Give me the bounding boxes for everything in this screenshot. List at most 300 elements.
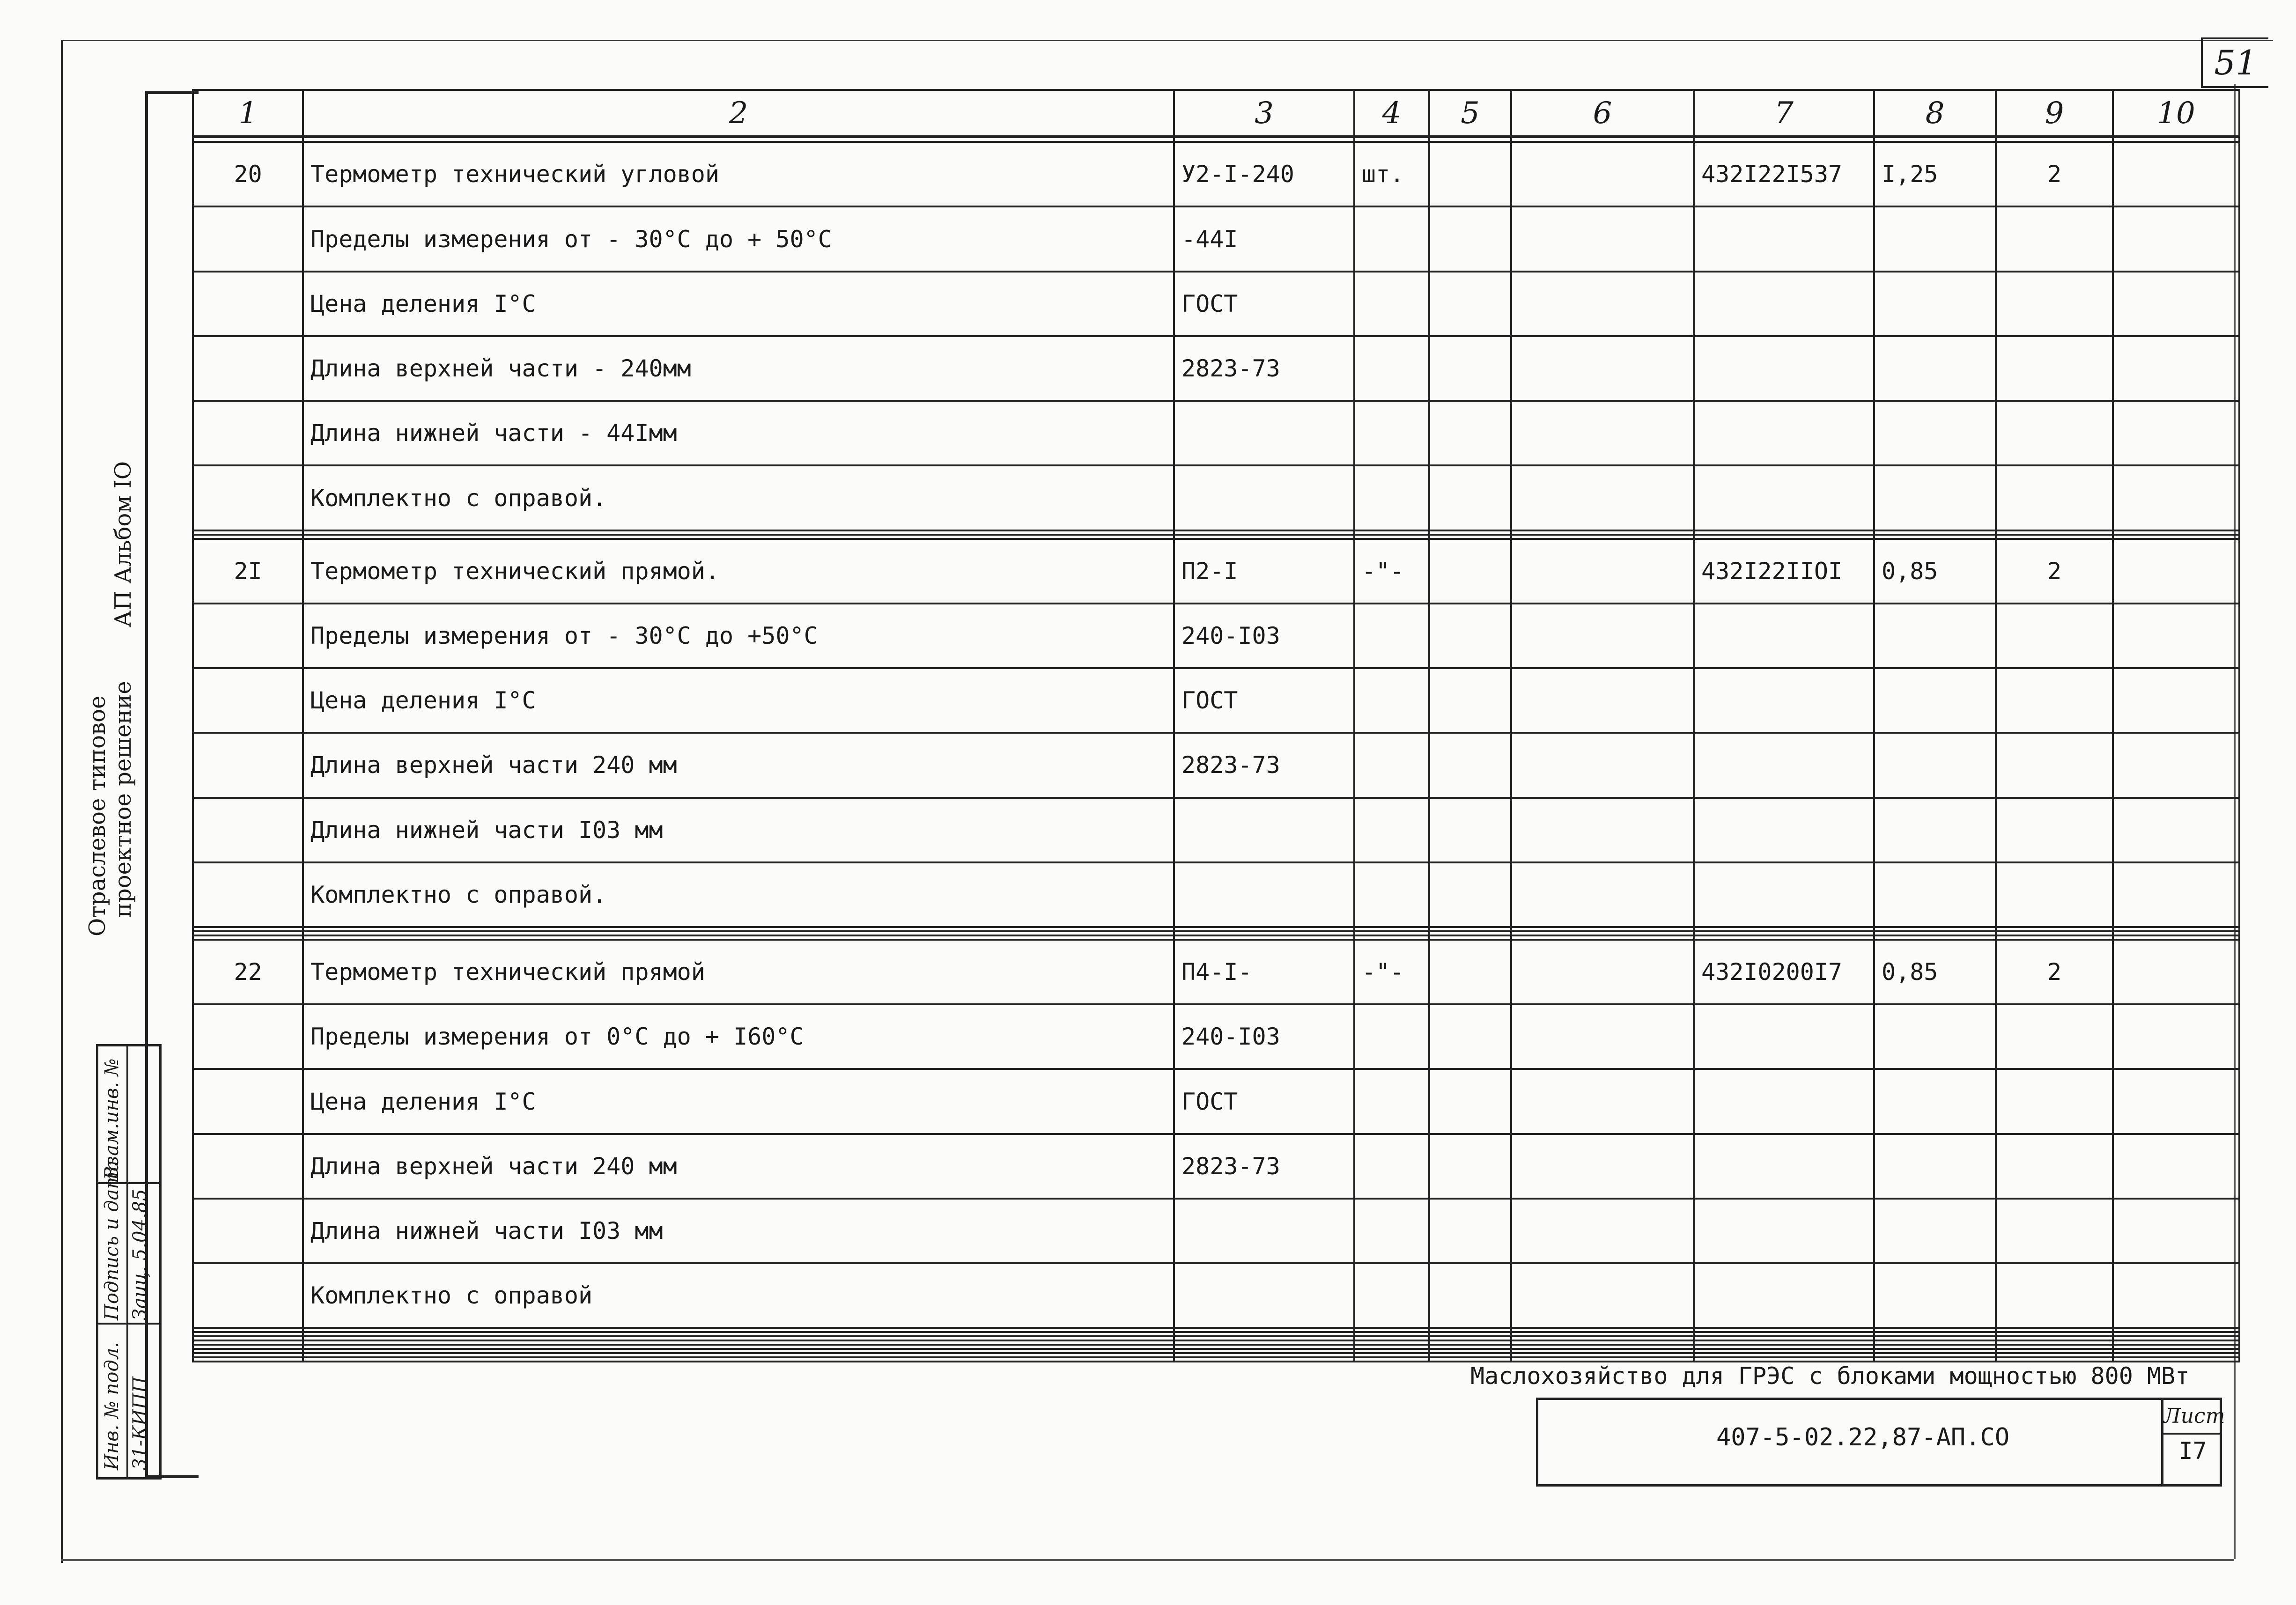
table-row — [193, 465, 2239, 530]
column-header: 9 — [1996, 90, 2113, 137]
table-cell — [1174, 1357, 1354, 1362]
column-header: 1 — [193, 90, 303, 137]
table-cell — [2113, 137, 2239, 142]
table-cell: У2-I-240 — [1174, 142, 1354, 206]
bottom-border — [61, 1559, 2234, 1561]
table-cell — [1694, 935, 1874, 940]
table-cell — [1511, 535, 1694, 539]
table-cell: -"- — [1354, 539, 1429, 604]
table-cell — [1511, 1199, 1694, 1263]
table-cell — [2113, 272, 2239, 336]
table-cell — [1354, 1353, 1429, 1357]
table-cell — [1354, 1345, 1429, 1349]
table-cell — [1874, 604, 1996, 668]
table-cell — [193, 465, 303, 530]
table-cell: Комплектно с оправой. — [303, 465, 1174, 530]
table-cell — [1429, 1328, 1511, 1332]
table-row — [193, 862, 2239, 927]
table-cell — [193, 1199, 303, 1263]
table-cell: 2823-73 — [1174, 733, 1354, 797]
table-row — [193, 1332, 2239, 1336]
table-cell — [1694, 927, 1874, 931]
table-cell — [1694, 535, 1874, 539]
table-cell — [193, 336, 303, 401]
table-cell — [1996, 862, 2113, 927]
table-cell — [193, 1328, 303, 1332]
table-cell — [1511, 862, 1694, 927]
table-cell — [193, 535, 303, 539]
table-cell: Длина нижней части I03 мм — [303, 1199, 1174, 1263]
table-cell — [1354, 798, 1429, 862]
table-cell — [193, 1004, 303, 1069]
table-cell — [1429, 940, 1511, 1004]
table-cell — [193, 931, 303, 935]
table-cell — [1874, 1263, 1996, 1328]
table-cell — [1694, 1332, 1874, 1336]
table-cell: 432I22I537 — [1694, 142, 1874, 206]
table-cell — [1511, 733, 1694, 797]
table-cell — [1174, 465, 1354, 530]
table-cell — [2113, 1340, 2239, 1345]
table-cell — [2113, 733, 2239, 797]
specification-table — [192, 89, 2240, 1362]
table-cell: -"- — [1354, 940, 1429, 1004]
table-cell — [1996, 1134, 2113, 1199]
table-row — [193, 940, 2239, 1004]
table-cell — [2113, 1263, 2239, 1328]
table-cell: 2 — [1996, 539, 2113, 604]
table-cell — [303, 137, 1174, 142]
table-cell — [1174, 1353, 1354, 1357]
table-cell — [2113, 931, 2239, 935]
table-cell: Пределы измерения от - 30°С до +50°С — [303, 604, 1174, 668]
table-cell — [193, 206, 303, 271]
table-cell — [1511, 1004, 1694, 1069]
table-cell — [1174, 798, 1354, 862]
table-cell: Цена деления I°С — [303, 668, 1174, 733]
table-cell — [1429, 862, 1511, 927]
table-cell — [1354, 137, 1429, 142]
stamp-divider — [98, 1323, 159, 1325]
table-cell — [2113, 142, 2239, 206]
table-cell — [1429, 535, 1511, 539]
table-cell — [193, 1263, 303, 1328]
table-cell — [1429, 1004, 1511, 1069]
table-cell — [1694, 336, 1874, 401]
table-row — [193, 1004, 2239, 1069]
table-cell — [1996, 336, 2113, 401]
table-cell — [1996, 668, 2113, 733]
table-cell — [1996, 935, 2113, 940]
table-cell — [1996, 465, 2113, 530]
table-cell — [1511, 1345, 1694, 1349]
table-cell — [1694, 1357, 1874, 1362]
table-row — [193, 1069, 2239, 1134]
table-cell — [1174, 530, 1354, 535]
table-cell — [1429, 1332, 1511, 1336]
table-cell — [193, 733, 303, 797]
table-row — [193, 668, 2239, 733]
approval-stamp — [96, 1044, 162, 1480]
table-cell — [1874, 1004, 1996, 1069]
table-cell — [1511, 465, 1694, 530]
table-cell — [1874, 862, 1996, 927]
table-cell — [1354, 1134, 1429, 1199]
table-cell — [1511, 1069, 1694, 1134]
column-header: 4 — [1354, 90, 1429, 137]
table-cell — [1354, 1340, 1429, 1345]
table-cell — [1174, 1199, 1354, 1263]
table-cell — [1511, 1349, 1694, 1353]
table-cell — [1996, 401, 2113, 465]
table-cell — [1996, 1328, 2113, 1332]
table-cell — [1874, 935, 1996, 940]
table-row — [193, 1353, 2239, 1357]
table-cell — [193, 798, 303, 862]
table-cell — [1429, 142, 1511, 206]
table-cell — [1354, 927, 1429, 931]
table-cell — [193, 1340, 303, 1345]
table-cell — [1354, 1349, 1429, 1353]
table-cell — [1354, 1263, 1429, 1328]
table-cell — [1996, 927, 2113, 931]
table-cell: П4-I- — [1174, 940, 1354, 1004]
table-cell — [303, 1336, 1174, 1340]
table-cell — [193, 668, 303, 733]
table-cell — [2113, 927, 2239, 931]
stamp-divider-v — [126, 1046, 128, 1477]
document-code: 407-5-02.22,87-АП.СО — [1716, 1423, 2010, 1451]
table-cell — [193, 137, 303, 142]
table-cell — [2113, 530, 2239, 535]
table-cell — [2113, 465, 2239, 530]
table-cell — [1694, 1349, 1874, 1353]
table-cell — [1174, 137, 1354, 142]
table-cell: 240-I03 — [1174, 1004, 1354, 1069]
table-cell: Длина нижней части I03 мм — [303, 798, 1174, 862]
table-cell — [1429, 1357, 1511, 1362]
table-row — [193, 336, 2239, 401]
table-cell — [1354, 862, 1429, 927]
table-cell — [1511, 142, 1694, 206]
table-cell — [1429, 465, 1511, 530]
table-row — [193, 1357, 2239, 1362]
table-cell — [2113, 1004, 2239, 1069]
table-cell: Цена деления I°С — [303, 272, 1174, 336]
table-cell — [1694, 1353, 1874, 1357]
table-cell — [1996, 604, 2113, 668]
table-cell — [2113, 1345, 2239, 1349]
table-cell: 0,85 — [1874, 940, 1996, 1004]
table-cell: ГОСТ — [1174, 668, 1354, 733]
table-cell — [303, 535, 1174, 539]
table-cell — [2113, 206, 2239, 271]
table-cell — [193, 401, 303, 465]
table-cell — [193, 604, 303, 668]
table-cell: Термометр технический прямой — [303, 940, 1174, 1004]
table-cell — [1996, 1345, 2113, 1349]
table-cell — [193, 1349, 303, 1353]
table-cell — [1174, 1328, 1354, 1332]
table-cell — [303, 931, 1174, 935]
table-cell: 0,85 — [1874, 539, 1996, 604]
table-cell — [1694, 1340, 1874, 1345]
table-cell — [2113, 798, 2239, 862]
table-cell — [1429, 206, 1511, 271]
table-cell — [1694, 137, 1874, 142]
table-cell — [1174, 1345, 1354, 1349]
table-row — [193, 539, 2239, 604]
table-cell — [1694, 1069, 1874, 1134]
column-header: 8 — [1874, 90, 1996, 137]
table-row — [193, 1336, 2239, 1340]
table-cell — [2113, 401, 2239, 465]
table-cell — [1174, 1332, 1354, 1336]
table-row — [193, 137, 2239, 142]
table-cell: Длина верхней части 240 мм — [303, 733, 1174, 797]
table-cell — [1996, 798, 2113, 862]
table-cell — [1354, 1069, 1429, 1134]
table-cell: П2-I — [1174, 539, 1354, 604]
table-cell — [1354, 935, 1429, 940]
table-cell — [1694, 862, 1874, 927]
column-header: 10 — [2113, 90, 2239, 137]
table-cell — [1429, 401, 1511, 465]
table-cell — [1996, 1069, 2113, 1134]
table-row — [193, 935, 2239, 940]
table-cell — [1694, 604, 1874, 668]
table-cell — [1874, 535, 1996, 539]
table-cell — [1511, 668, 1694, 733]
stamp-sign-label: Подпись и дата — [101, 1160, 123, 1320]
table-cell — [1511, 1336, 1694, 1340]
table-cell — [1996, 1004, 2113, 1069]
table-cell: Цена деления I°С — [303, 1069, 1174, 1134]
table-cell — [303, 530, 1174, 535]
table-cell — [1511, 1263, 1694, 1328]
table-cell — [193, 1332, 303, 1336]
table-cell — [1874, 1345, 1996, 1349]
table-cell: 20 — [193, 142, 303, 206]
table-cell — [1511, 798, 1694, 862]
table-cell — [1429, 931, 1511, 935]
table-row — [193, 1134, 2239, 1199]
table-cell — [2113, 336, 2239, 401]
table-cell: Комплектно с оправой — [303, 1263, 1174, 1328]
table-cell — [1511, 1357, 1694, 1362]
table-cell — [2113, 668, 2239, 733]
table-cell: ГОСТ — [1174, 1069, 1354, 1134]
table-cell — [1694, 530, 1874, 535]
table-cell — [1694, 1263, 1874, 1328]
table-cell — [1694, 1345, 1874, 1349]
table-row — [193, 535, 2239, 539]
table-cell — [193, 862, 303, 927]
side-title-line2: проектное решение — [110, 681, 136, 918]
corner-page-number: 51 — [2201, 37, 2268, 88]
table-cell — [1996, 137, 2113, 142]
table-cell — [1694, 733, 1874, 797]
table-cell — [1996, 1357, 2113, 1362]
table-cell — [1429, 935, 1511, 940]
table-cell — [1511, 1328, 1694, 1332]
table-cell — [193, 272, 303, 336]
table-cell: Длина верхней части 240 мм — [303, 1134, 1174, 1199]
table-cell — [1996, 1349, 2113, 1353]
table-cell — [1174, 862, 1354, 927]
table-cell — [1511, 931, 1694, 935]
title-block — [1536, 1398, 2225, 1487]
stamp-inv-value: 31-КИПП — [129, 1376, 151, 1470]
table-cell — [1996, 1199, 2113, 1263]
table-cell — [1354, 1357, 1429, 1362]
table-cell — [1874, 733, 1996, 797]
table-cell — [1174, 927, 1354, 931]
table-cell — [1996, 206, 2113, 271]
table-cell — [1429, 668, 1511, 733]
table-cell: 2823-73 — [1174, 336, 1354, 401]
table-row — [193, 272, 2239, 336]
table-cell — [1354, 530, 1429, 535]
table-row — [193, 1349, 2239, 1353]
table-cell — [1511, 1353, 1694, 1357]
table-cell: 432I0200I7 — [1694, 940, 1874, 1004]
table-cell — [1511, 1332, 1694, 1336]
table-cell — [1354, 733, 1429, 797]
table-cell — [1174, 935, 1354, 940]
stamp-inv-label: Инв. № подл. — [101, 1342, 123, 1470]
sheet-label: Лист — [2163, 1400, 2222, 1435]
table-cell — [303, 1353, 1174, 1357]
table-cell — [1511, 1134, 1694, 1199]
table-row — [193, 1263, 2239, 1328]
table-cell — [1511, 927, 1694, 931]
table-cell: Пределы измерения от 0°С до + I60°С — [303, 1004, 1174, 1069]
table-cell — [1174, 1340, 1354, 1345]
table-cell — [1354, 272, 1429, 336]
table-cell — [1354, 1328, 1429, 1332]
table-cell — [1429, 1199, 1511, 1263]
table-cell — [1174, 1349, 1354, 1353]
table-cell — [1429, 137, 1511, 142]
table-cell — [1511, 539, 1694, 604]
table-cell — [1874, 1336, 1996, 1340]
table-cell — [1874, 401, 1996, 465]
table-cell — [1694, 1134, 1874, 1199]
table-cell — [1996, 931, 2113, 935]
table-cell: шт. — [1354, 142, 1429, 206]
table-cell — [1996, 1353, 2113, 1357]
table-cell — [2113, 940, 2239, 1004]
table-cell — [1429, 798, 1511, 862]
table-cell — [1511, 530, 1694, 535]
table-row — [193, 142, 2239, 206]
table-cell — [1354, 535, 1429, 539]
table-row — [193, 798, 2239, 862]
table-cell — [1996, 530, 2113, 535]
table-cell — [1874, 927, 1996, 931]
table-row — [193, 1328, 2239, 1332]
table-cell: 2823-73 — [1174, 1134, 1354, 1199]
table-cell — [1354, 401, 1429, 465]
table-cell — [193, 530, 303, 535]
table-cell: Термометр технический прямой. — [303, 539, 1174, 604]
table-row — [193, 1340, 2239, 1345]
table-row — [193, 733, 2239, 797]
table-cell — [193, 1069, 303, 1134]
table-cell: 2 — [1996, 940, 2113, 1004]
table-cell — [1429, 1069, 1511, 1134]
table-cell — [1429, 1345, 1511, 1349]
column-header: 2 — [303, 90, 1174, 137]
document-title: Маслохозяйство для ГРЭС с блоками мощностью 800 МВт — [1470, 1362, 2190, 1390]
table-cell: Термометр технический угловой — [303, 142, 1174, 206]
table-cell — [2113, 1069, 2239, 1134]
table-cell: 2 — [1996, 142, 2113, 206]
side-album: АП Альбом IO — [110, 461, 136, 627]
table-cell — [1354, 206, 1429, 271]
table-row — [193, 1345, 2239, 1349]
table-cell — [1174, 401, 1354, 465]
table-cell — [303, 1340, 1174, 1345]
table-cell — [1874, 272, 1996, 336]
table-cell — [193, 927, 303, 931]
table-cell — [1354, 465, 1429, 530]
table-cell — [2113, 539, 2239, 604]
table-cell — [1354, 336, 1429, 401]
table-cell — [2113, 1353, 2239, 1357]
table-cell: 22 — [193, 940, 303, 1004]
table-cell — [1429, 733, 1511, 797]
table-cell — [1511, 604, 1694, 668]
table-cell — [1511, 137, 1694, 142]
table-cell — [1511, 206, 1694, 271]
table-cell — [1694, 206, 1874, 271]
table-row — [193, 206, 2239, 271]
table-cell — [1996, 272, 2113, 336]
table-cell — [1996, 535, 2113, 539]
table-cell — [1874, 1069, 1996, 1134]
table-cell — [1429, 1134, 1511, 1199]
table-cell — [1874, 1328, 1996, 1332]
table-cell — [1996, 733, 2113, 797]
table-cell — [1511, 1340, 1694, 1345]
table-cell — [303, 1328, 1174, 1332]
table-cell — [1874, 1134, 1996, 1199]
sheet-box — [2161, 1400, 2225, 1484]
table-header-row — [193, 90, 2239, 137]
table-cell — [1354, 1336, 1429, 1340]
table-cell — [1429, 1336, 1511, 1340]
table-cell — [303, 927, 1174, 931]
table-cell — [1996, 1263, 2113, 1328]
table-cell: Длина верхней части - 240мм — [303, 336, 1174, 401]
table-cell — [1429, 604, 1511, 668]
stamp-swap-label: Взам.инв. № — [101, 1058, 123, 1180]
table-cell — [1174, 1336, 1354, 1340]
table-cell: 2I — [193, 539, 303, 604]
table-cell — [1874, 336, 1996, 401]
table-cell — [2113, 935, 2239, 940]
table-cell — [1174, 535, 1354, 539]
column-header: 7 — [1694, 90, 1874, 137]
table-cell — [1874, 1349, 1996, 1353]
table-cell — [1429, 1263, 1511, 1328]
table-cell — [1694, 1004, 1874, 1069]
table-cell — [1511, 272, 1694, 336]
table-cell — [1874, 1340, 1996, 1345]
table-cell — [2113, 1199, 2239, 1263]
